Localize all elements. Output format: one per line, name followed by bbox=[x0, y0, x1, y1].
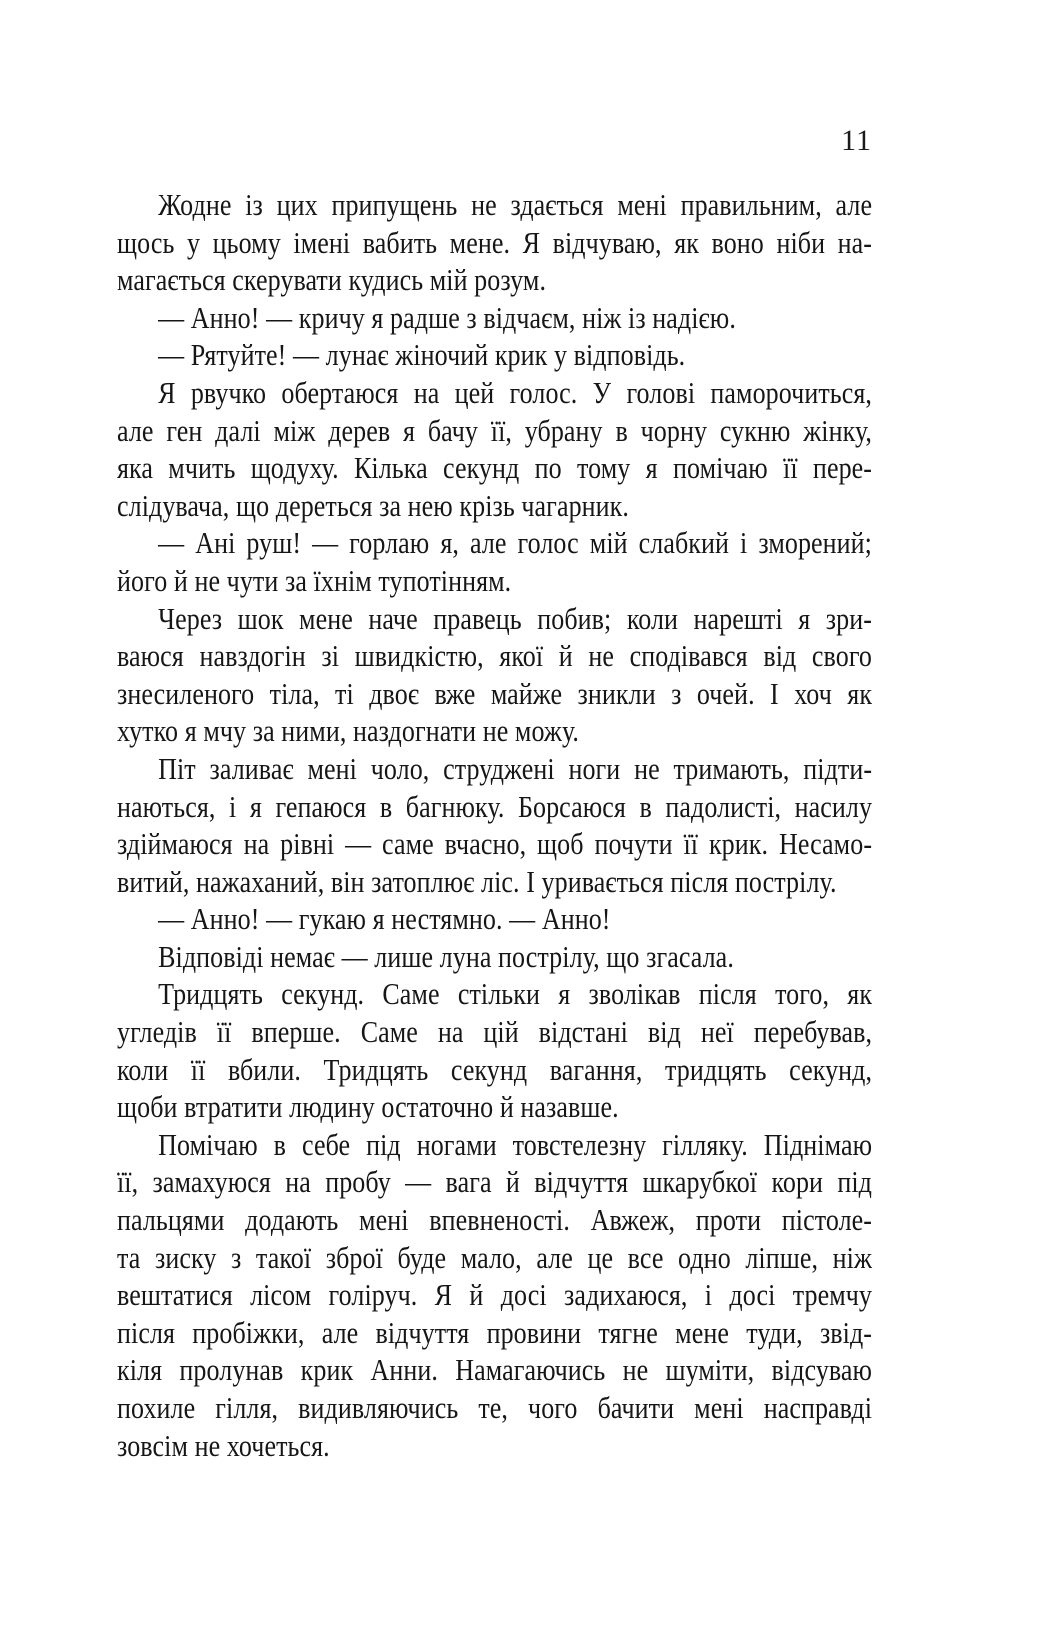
word: секунд. bbox=[281, 976, 365, 1012]
paragraph bbox=[117, 938, 872, 976]
word: мчить bbox=[168, 450, 236, 486]
word: в bbox=[639, 788, 652, 824]
word: Ані bbox=[195, 525, 236, 561]
word: — bbox=[312, 525, 339, 561]
word: впевненості. bbox=[429, 1202, 570, 1238]
word: Саме bbox=[382, 976, 440, 1012]
word: від bbox=[647, 1014, 681, 1050]
word: Несамо- bbox=[778, 826, 873, 862]
word: в bbox=[273, 1126, 287, 1162]
word: тридцять bbox=[664, 1051, 767, 1087]
paragraph bbox=[117, 975, 872, 1125]
word: чого bbox=[528, 1390, 578, 1425]
word: досі bbox=[500, 1277, 547, 1313]
word: саме bbox=[382, 826, 434, 862]
word: тремчу bbox=[792, 1277, 873, 1313]
word: того, bbox=[775, 976, 830, 1012]
word: насилу bbox=[794, 788, 873, 824]
text-line bbox=[117, 1276, 872, 1314]
word: в bbox=[615, 412, 628, 448]
text-line bbox=[117, 675, 872, 713]
word: досі bbox=[729, 1277, 776, 1313]
page-number: 11 bbox=[841, 124, 872, 157]
word: ваюся bbox=[117, 638, 184, 674]
word: обертаюся bbox=[281, 374, 399, 410]
word: під bbox=[366, 1126, 401, 1162]
word: воно bbox=[711, 224, 764, 260]
word: яка bbox=[117, 450, 154, 486]
word: Анни. bbox=[370, 1352, 438, 1388]
text-line: — Анно! — кричу я радше з відчаєм, ніж із надією. bbox=[158, 299, 736, 335]
word: пролунав bbox=[179, 1352, 284, 1388]
word: на- bbox=[837, 224, 873, 260]
word: на bbox=[413, 374, 440, 410]
word: я, bbox=[440, 525, 459, 561]
word: але bbox=[469, 525, 507, 561]
word: її, bbox=[490, 412, 512, 448]
word: відчуття bbox=[534, 1164, 629, 1200]
word: задихаюся, bbox=[564, 1277, 688, 1313]
word: дерев bbox=[328, 412, 391, 448]
word: цих bbox=[276, 187, 318, 222]
word: кори bbox=[771, 1164, 824, 1200]
paragraph bbox=[117, 900, 872, 938]
paragraph bbox=[117, 1126, 872, 1464]
word: І bbox=[770, 675, 779, 711]
word: голос bbox=[517, 525, 579, 561]
word: із bbox=[245, 187, 263, 222]
text-line bbox=[117, 1051, 872, 1089]
word: вперше. bbox=[251, 1014, 341, 1050]
word: але bbox=[536, 1239, 573, 1275]
word: ніби bbox=[776, 224, 826, 260]
word: Піднімаю bbox=[763, 1126, 873, 1162]
word: зі bbox=[321, 638, 340, 674]
word: те, bbox=[478, 1390, 509, 1425]
word: з bbox=[230, 1239, 242, 1275]
word: я bbox=[645, 450, 658, 486]
word: пере- bbox=[812, 450, 873, 486]
word: зморений; bbox=[758, 525, 872, 561]
text-line bbox=[117, 449, 872, 487]
word: і bbox=[229, 788, 237, 824]
word: убрану bbox=[524, 412, 603, 448]
word: не bbox=[622, 1352, 649, 1388]
word: відчуття bbox=[375, 1314, 470, 1350]
text-line bbox=[117, 788, 872, 826]
word: мене bbox=[299, 600, 353, 636]
word: знесиленого bbox=[117, 675, 255, 711]
word: одно bbox=[678, 1239, 731, 1275]
text-line bbox=[117, 1013, 872, 1051]
word: пальцями bbox=[117, 1202, 225, 1238]
word: чоло, bbox=[370, 750, 430, 786]
text-line bbox=[117, 600, 872, 638]
word: Помічаю bbox=[158, 1126, 258, 1162]
text-line: щоби втратити людину остаточно й назавше. bbox=[117, 1089, 619, 1125]
word: Піт bbox=[158, 750, 196, 786]
word: й bbox=[558, 638, 573, 674]
word: додають bbox=[245, 1202, 339, 1238]
word: мені bbox=[359, 1202, 409, 1238]
word: як bbox=[674, 224, 699, 260]
word: буде bbox=[397, 1239, 447, 1275]
word: здіймаюся bbox=[117, 826, 233, 862]
word: але bbox=[835, 187, 873, 222]
word: жінку, bbox=[803, 412, 873, 448]
word: голові bbox=[626, 374, 696, 410]
text-line bbox=[117, 1351, 872, 1389]
word: здається bbox=[510, 187, 604, 222]
text-line: його й не чути за їхнім тупотінням. bbox=[117, 562, 512, 598]
word: це bbox=[587, 1239, 614, 1275]
text-line bbox=[117, 1389, 872, 1427]
word: голос. bbox=[509, 374, 578, 410]
word: паморочиться, bbox=[710, 374, 873, 410]
word: цій bbox=[483, 1014, 519, 1050]
word: я bbox=[798, 600, 811, 636]
word: під bbox=[837, 1164, 873, 1200]
word: секунд, bbox=[789, 1051, 873, 1087]
word: і bbox=[740, 525, 748, 561]
word: наються, bbox=[117, 788, 216, 824]
word: цьому bbox=[212, 224, 281, 260]
word: зри- bbox=[825, 600, 872, 636]
word: якої bbox=[499, 638, 544, 674]
word: у bbox=[186, 224, 201, 260]
word: такої bbox=[255, 1239, 312, 1275]
word: нарешті bbox=[693, 600, 783, 636]
word: побив; bbox=[537, 600, 612, 636]
text-line bbox=[117, 524, 872, 562]
word: імені bbox=[293, 224, 351, 260]
word: й bbox=[505, 1164, 520, 1200]
word: рівні bbox=[280, 826, 335, 862]
word: сподівався bbox=[629, 638, 748, 674]
word: струджені bbox=[443, 750, 555, 786]
word: підти- bbox=[803, 750, 873, 786]
text-line bbox=[117, 186, 872, 224]
word: Авжеж, bbox=[590, 1202, 676, 1238]
word: мій bbox=[589, 525, 628, 561]
word: правильним, bbox=[680, 187, 822, 222]
word: — bbox=[405, 1164, 432, 1200]
text-line bbox=[117, 637, 872, 675]
word: відчуваю, bbox=[552, 224, 662, 260]
paragraph bbox=[117, 524, 872, 599]
word: шкарубкої bbox=[642, 1164, 758, 1200]
word: між bbox=[273, 412, 316, 448]
word: мене. bbox=[449, 224, 511, 260]
word: падолисті, bbox=[665, 788, 782, 824]
word: — bbox=[158, 525, 185, 561]
word: коли bbox=[117, 1051, 169, 1087]
word: не bbox=[471, 187, 497, 222]
word: туди, bbox=[746, 1314, 803, 1350]
word: бачити bbox=[597, 1390, 675, 1425]
text-line bbox=[117, 224, 872, 262]
word: бачу bbox=[427, 412, 479, 448]
word: пістоле- bbox=[781, 1202, 873, 1238]
word: Через bbox=[158, 600, 223, 636]
word: після bbox=[698, 976, 757, 1012]
text-line: Відповіді немає — лише луна пострілу, що згасала. bbox=[158, 938, 734, 974]
word: похиле bbox=[117, 1390, 196, 1425]
word: вбили. bbox=[227, 1051, 301, 1087]
word: товстелезну bbox=[512, 1126, 647, 1162]
word: вагання, bbox=[549, 1051, 643, 1087]
text-line bbox=[117, 1163, 872, 1201]
word: зброї bbox=[325, 1239, 383, 1275]
word: рвучко bbox=[190, 374, 267, 410]
word: ніж bbox=[832, 1239, 873, 1275]
word: — bbox=[345, 826, 372, 862]
word: помічаю bbox=[672, 450, 768, 486]
text-line: — Анно! — гукаю я нестямно. — Анно! bbox=[158, 901, 611, 937]
word: відсуваю bbox=[771, 1352, 873, 1388]
word: мало, bbox=[460, 1239, 522, 1275]
word: шок bbox=[237, 600, 284, 636]
word: мені bbox=[617, 187, 667, 222]
word: зволікав bbox=[588, 976, 681, 1012]
word: від bbox=[763, 638, 797, 674]
word: себе bbox=[301, 1126, 351, 1162]
word: в bbox=[379, 788, 393, 824]
word: замахуюся bbox=[152, 1164, 271, 1200]
word: перебував, bbox=[753, 1014, 873, 1050]
word: Я bbox=[158, 374, 176, 410]
word: як bbox=[847, 976, 873, 1012]
text-line bbox=[117, 374, 872, 412]
word: секунд bbox=[450, 1051, 528, 1087]
word: не bbox=[588, 638, 614, 674]
word: хоч bbox=[794, 675, 832, 711]
word: слабкий bbox=[638, 525, 730, 561]
text-line bbox=[117, 825, 872, 863]
text-line: магається скерувати кудись мій розум. bbox=[117, 262, 547, 298]
word: на bbox=[243, 826, 270, 862]
word: угледів bbox=[117, 1014, 197, 1050]
word: коли bbox=[626, 600, 679, 636]
word: наче bbox=[368, 600, 418, 636]
word: зникли bbox=[577, 675, 656, 711]
word: я bbox=[403, 412, 416, 448]
word: Кілька bbox=[354, 450, 428, 486]
word: голіруч. bbox=[328, 1277, 418, 1313]
word: пробіжки, bbox=[192, 1314, 305, 1350]
word: її, bbox=[117, 1164, 139, 1200]
word: навздогін bbox=[199, 638, 306, 674]
text-line: витий, нажаханий, він затоплює ліс. І уривається після пострілу. bbox=[117, 863, 837, 899]
word: вага bbox=[445, 1164, 492, 1200]
word: гілля, bbox=[215, 1390, 279, 1425]
word: й bbox=[469, 1277, 484, 1313]
word: проти bbox=[695, 1202, 762, 1238]
word: ліпше, bbox=[745, 1239, 819, 1275]
word: ногами bbox=[416, 1126, 497, 1162]
word: чорну bbox=[640, 412, 708, 448]
word: тягне bbox=[598, 1314, 658, 1350]
paragraph bbox=[117, 374, 872, 524]
word: Намагаючись bbox=[455, 1352, 606, 1388]
text-line: хутко я мчу за ними, наздогнати не можу. bbox=[117, 713, 580, 749]
word: мені bbox=[307, 750, 357, 786]
word: вештатися bbox=[117, 1277, 233, 1313]
word: Я bbox=[434, 1277, 453, 1313]
word: щоб bbox=[537, 826, 584, 862]
word: руш! bbox=[246, 525, 302, 561]
word: гілляку. bbox=[662, 1126, 748, 1162]
word: У bbox=[592, 374, 612, 410]
word: швидкістю, bbox=[354, 638, 484, 674]
word: і bbox=[704, 1277, 713, 1313]
paragraph bbox=[117, 336, 872, 374]
word: я bbox=[558, 976, 571, 1012]
word: цей bbox=[454, 374, 495, 410]
word: очей. bbox=[696, 675, 755, 711]
word: пробу bbox=[325, 1164, 391, 1200]
text-line bbox=[117, 1126, 872, 1164]
word: насправді bbox=[763, 1390, 873, 1425]
word: горлаю bbox=[349, 525, 430, 561]
word: припущень bbox=[331, 187, 458, 222]
word: її bbox=[683, 826, 699, 862]
word: лісом bbox=[250, 1277, 312, 1313]
text-line: — Рятуйте! — лунає жіночий крик у відповідь. bbox=[158, 337, 686, 373]
text-line: слідувача, що дереться за нею крізь чагарник. bbox=[117, 487, 629, 523]
text-line bbox=[117, 1314, 872, 1352]
word: відстані bbox=[538, 1014, 629, 1050]
word: вабить bbox=[362, 224, 438, 260]
text-line bbox=[117, 975, 872, 1013]
word: та bbox=[117, 1239, 141, 1275]
word: тіла, bbox=[269, 675, 320, 711]
word: вчасно, bbox=[444, 826, 527, 862]
word: на bbox=[285, 1164, 311, 1200]
word: її bbox=[783, 450, 798, 486]
word: на bbox=[437, 1014, 464, 1050]
word: щось bbox=[117, 224, 175, 260]
word: але bbox=[321, 1314, 359, 1350]
word: багнюку. bbox=[405, 788, 505, 824]
text-line bbox=[117, 412, 872, 450]
word: стільки bbox=[457, 976, 540, 1012]
word: провини bbox=[486, 1314, 582, 1350]
paragraph bbox=[117, 186, 872, 299]
word: секунд bbox=[443, 450, 520, 486]
word: заливає bbox=[209, 750, 294, 786]
word: ті bbox=[335, 675, 354, 711]
word: вже bbox=[434, 675, 476, 711]
page-text-block bbox=[117, 186, 872, 1464]
paragraph bbox=[117, 600, 872, 750]
word: з bbox=[671, 675, 682, 711]
text-line bbox=[117, 750, 872, 788]
word: не bbox=[634, 750, 660, 786]
word: гепаюся bbox=[275, 788, 367, 824]
word: Тридцять bbox=[158, 976, 263, 1012]
word: ноги bbox=[568, 750, 621, 786]
word: Я bbox=[522, 224, 541, 260]
word: сукню bbox=[719, 412, 791, 448]
word: неї bbox=[700, 1014, 734, 1050]
word: двоє bbox=[369, 675, 420, 711]
word: її bbox=[216, 1014, 232, 1050]
paragraph bbox=[117, 750, 872, 900]
text-line bbox=[117, 1239, 872, 1277]
word: Тридцять bbox=[323, 1051, 429, 1087]
word: крик bbox=[300, 1352, 354, 1388]
word: після bbox=[117, 1314, 176, 1350]
word: шуміти, bbox=[665, 1352, 755, 1388]
word: Саме bbox=[360, 1014, 418, 1050]
word: майже bbox=[490, 675, 563, 711]
word: по bbox=[534, 450, 562, 486]
word: я bbox=[249, 788, 262, 824]
word: мені bbox=[694, 1390, 744, 1425]
word: звід- bbox=[819, 1314, 873, 1350]
word: її bbox=[190, 1051, 206, 1087]
word: свого bbox=[811, 638, 873, 674]
word: щодуху. bbox=[250, 450, 339, 486]
paragraph bbox=[117, 299, 872, 337]
word: Жодне bbox=[158, 187, 232, 222]
word: все bbox=[627, 1239, 664, 1275]
word: як bbox=[847, 675, 873, 711]
word: видивляючись bbox=[298, 1390, 459, 1425]
word: але bbox=[117, 412, 154, 448]
text-line bbox=[117, 1201, 872, 1239]
word: крик. bbox=[708, 826, 769, 862]
word: Борсаюся bbox=[517, 788, 626, 824]
word: зиску bbox=[154, 1239, 217, 1275]
word: тримають, bbox=[673, 750, 790, 786]
word: почути bbox=[594, 826, 673, 862]
word: далі bbox=[215, 412, 261, 448]
word: правець bbox=[433, 600, 522, 636]
word: мене bbox=[675, 1314, 729, 1350]
word: тому bbox=[577, 450, 631, 486]
word: ген bbox=[166, 412, 203, 448]
text-line: зовсім не хочеться. bbox=[117, 1427, 330, 1463]
word: кіля bbox=[117, 1352, 163, 1388]
